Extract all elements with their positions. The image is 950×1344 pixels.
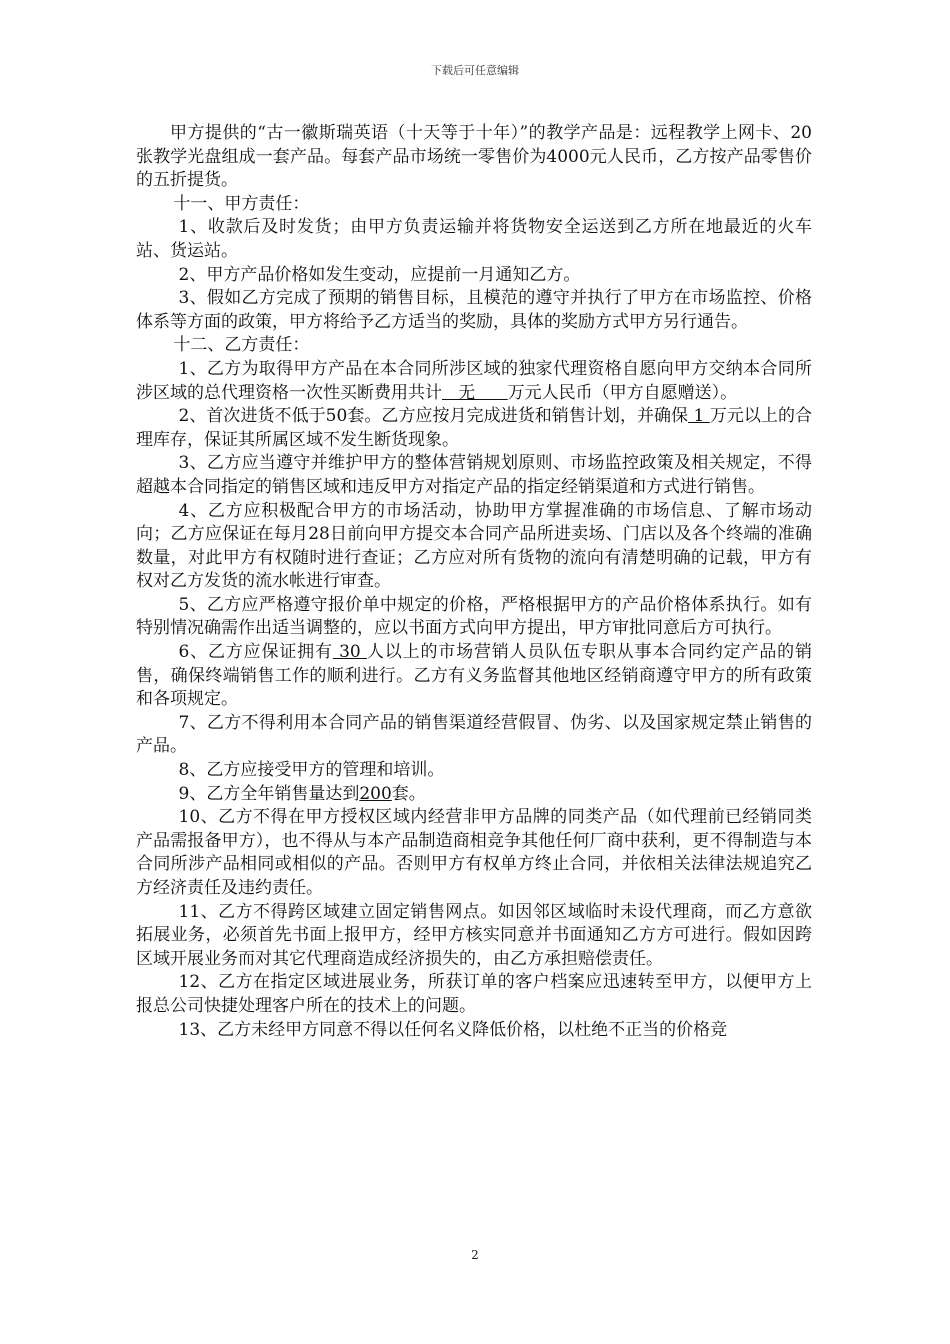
heading-party-b-duties: 十二、乙方责任： [173, 335, 310, 356]
clause-text: 6、乙方应保证拥有 [178, 642, 333, 663]
paragraph-b-11: 11、乙方不得跨区域建立固定销售网点。如因邻区域临时未设代理商，而乙方意欲拓展业务，必须首先书面上报甲方，经甲方核实同意并书面通知乙方方可进行。假如因跨区域开展业务而对其它代理商造成经济损失的，由乙方承担赔偿责任。 [136, 901, 812, 969]
paragraph-b-2 [136, 405, 812, 452]
paragraph-b-5: 5、乙方应严格遵守报价单中规定的价格，严格根据甲方的产品价格体系执行。如有特别情况确需作出适当调整的，应以书面方式向甲方提出，甲方审批同意后方可执行。 [136, 594, 812, 639]
paragraph-b-3: 3、乙方应当遵守并维护甲方的整体营销规划原则、市场监控政策及相关规定，不得超越本合同指定的销售区域和违反甲方对指定产品的指定经销渠道和方式进行销售。 [136, 453, 812, 497]
clause-text: 万元以上的合理库存，保证其所属区域不发生断货现象。 [136, 406, 813, 450]
heading-party-a-duties: 十一、甲方责任： [173, 193, 310, 214]
paragraph-b-13: 13、乙方未经甲方同意不得以任何名义降低价格，以杜绝不正当的价格竞 [178, 1019, 728, 1040]
paragraph-b-6 [136, 641, 812, 712]
paragraph-b-4: 4、乙方应积极配合甲方的市场活动，协助甲方掌握准确的市场信息、了解市场动向；乙方应保证在每月28日前向甲方提交本合同产品所进卖场、门店以及各个终端的准确数量，对此甲方有权随时进行查证；乙方应对所有货物的流向有清楚明确的记载，甲方有权对乙方发货的流水帐进行审查。 [136, 500, 812, 592]
document-body [136, 122, 812, 1042]
fill-blank-inventory: 1 [688, 406, 710, 427]
paragraph-b-9 [136, 783, 812, 807]
clause-text: 套。 [391, 783, 426, 804]
clause-text: 2、首次进货不低于50套。乙方应按月完成进货和销售计划，并确保 [178, 406, 689, 427]
page-header: 下载后可任意编辑 [431, 64, 519, 77]
paragraph-a-3: 3、假如乙方完成了预期的销售目标，且模范的遵守并执行了甲方在市场监控、价格体系等方面的政策，甲方将给予乙方适当的奖励，具体的奖励方式甲方另行通告。 [136, 288, 812, 332]
paragraph-a-1: 1、收款后及时发货；由甲方负责运输并将货物安全运送到乙方所在地最近的火车站、货运站。 [136, 217, 812, 261]
paragraph-b-10: 10、乙方不得在甲方授权区域内经营非甲方品牌的同类产品（如代理前已经销同类产品需报备甲方），也不得从与本产品制造商相竞争其他任何厂商中获利，更不得制造与本合同所涉产品相同或相似的产品。否则甲方有权单方终止合同，并依相关法律法规追究乙方经济责任及违约责任。 [136, 807, 812, 898]
paragraph-a-2: 2、甲方产品价格如发生变动，应提前一月通知乙方。 [178, 264, 581, 285]
fill-blank-sales: 200 [359, 783, 392, 804]
clause-text: 1、乙方为取得甲方产品在本合同所涉区域的独家代理资格自愿向甲方交纳本合同所涉区域的总代理资格一次性买断费用共计 [136, 358, 812, 403]
page-number: 2 [471, 1248, 479, 1262]
fill-blank-fee: 无 [442, 382, 508, 403]
paragraph-product-intro: 甲方提供的“古一徽斯瑞英语（十天等于十年）”的教学产品是：远程教学上网卡、20张教学光盘组成一套产品。每套产品市场统一零售价为4000元人民币，乙方按产品零售价的五折提货。 [136, 123, 812, 191]
paragraph-b-8: 8、乙方应接受甲方的管理和培训。 [178, 760, 445, 781]
paragraph-b-7: 7、乙方不得利用本合同产品的销售渠道经营假冒、伪劣、以及国家规定禁止销售的产品。 [136, 712, 812, 757]
paragraph-b-12: 12、乙方在指定区域进展业务，所获订单的客户档案应迅速转至甲方，以便甲方上报总公司快捷处理客户所在的技术上的问题。 [136, 972, 812, 1016]
clause-text: 万元人民币（甲方自愿赠送）。 [507, 382, 738, 403]
clause-text: 9、乙方全年销售量达到 [178, 783, 360, 804]
paragraph-b-1 [136, 358, 812, 405]
clause-text: 人以上的市场营销人员队伍专职从事本合同约定产品的销售，确保终端销售工作的顺利进行。乙方有义务监督其他地区经销商遵守甲方的所有政策和各项规定。 [136, 642, 812, 710]
fill-blank-staff: 30 [332, 642, 367, 663]
